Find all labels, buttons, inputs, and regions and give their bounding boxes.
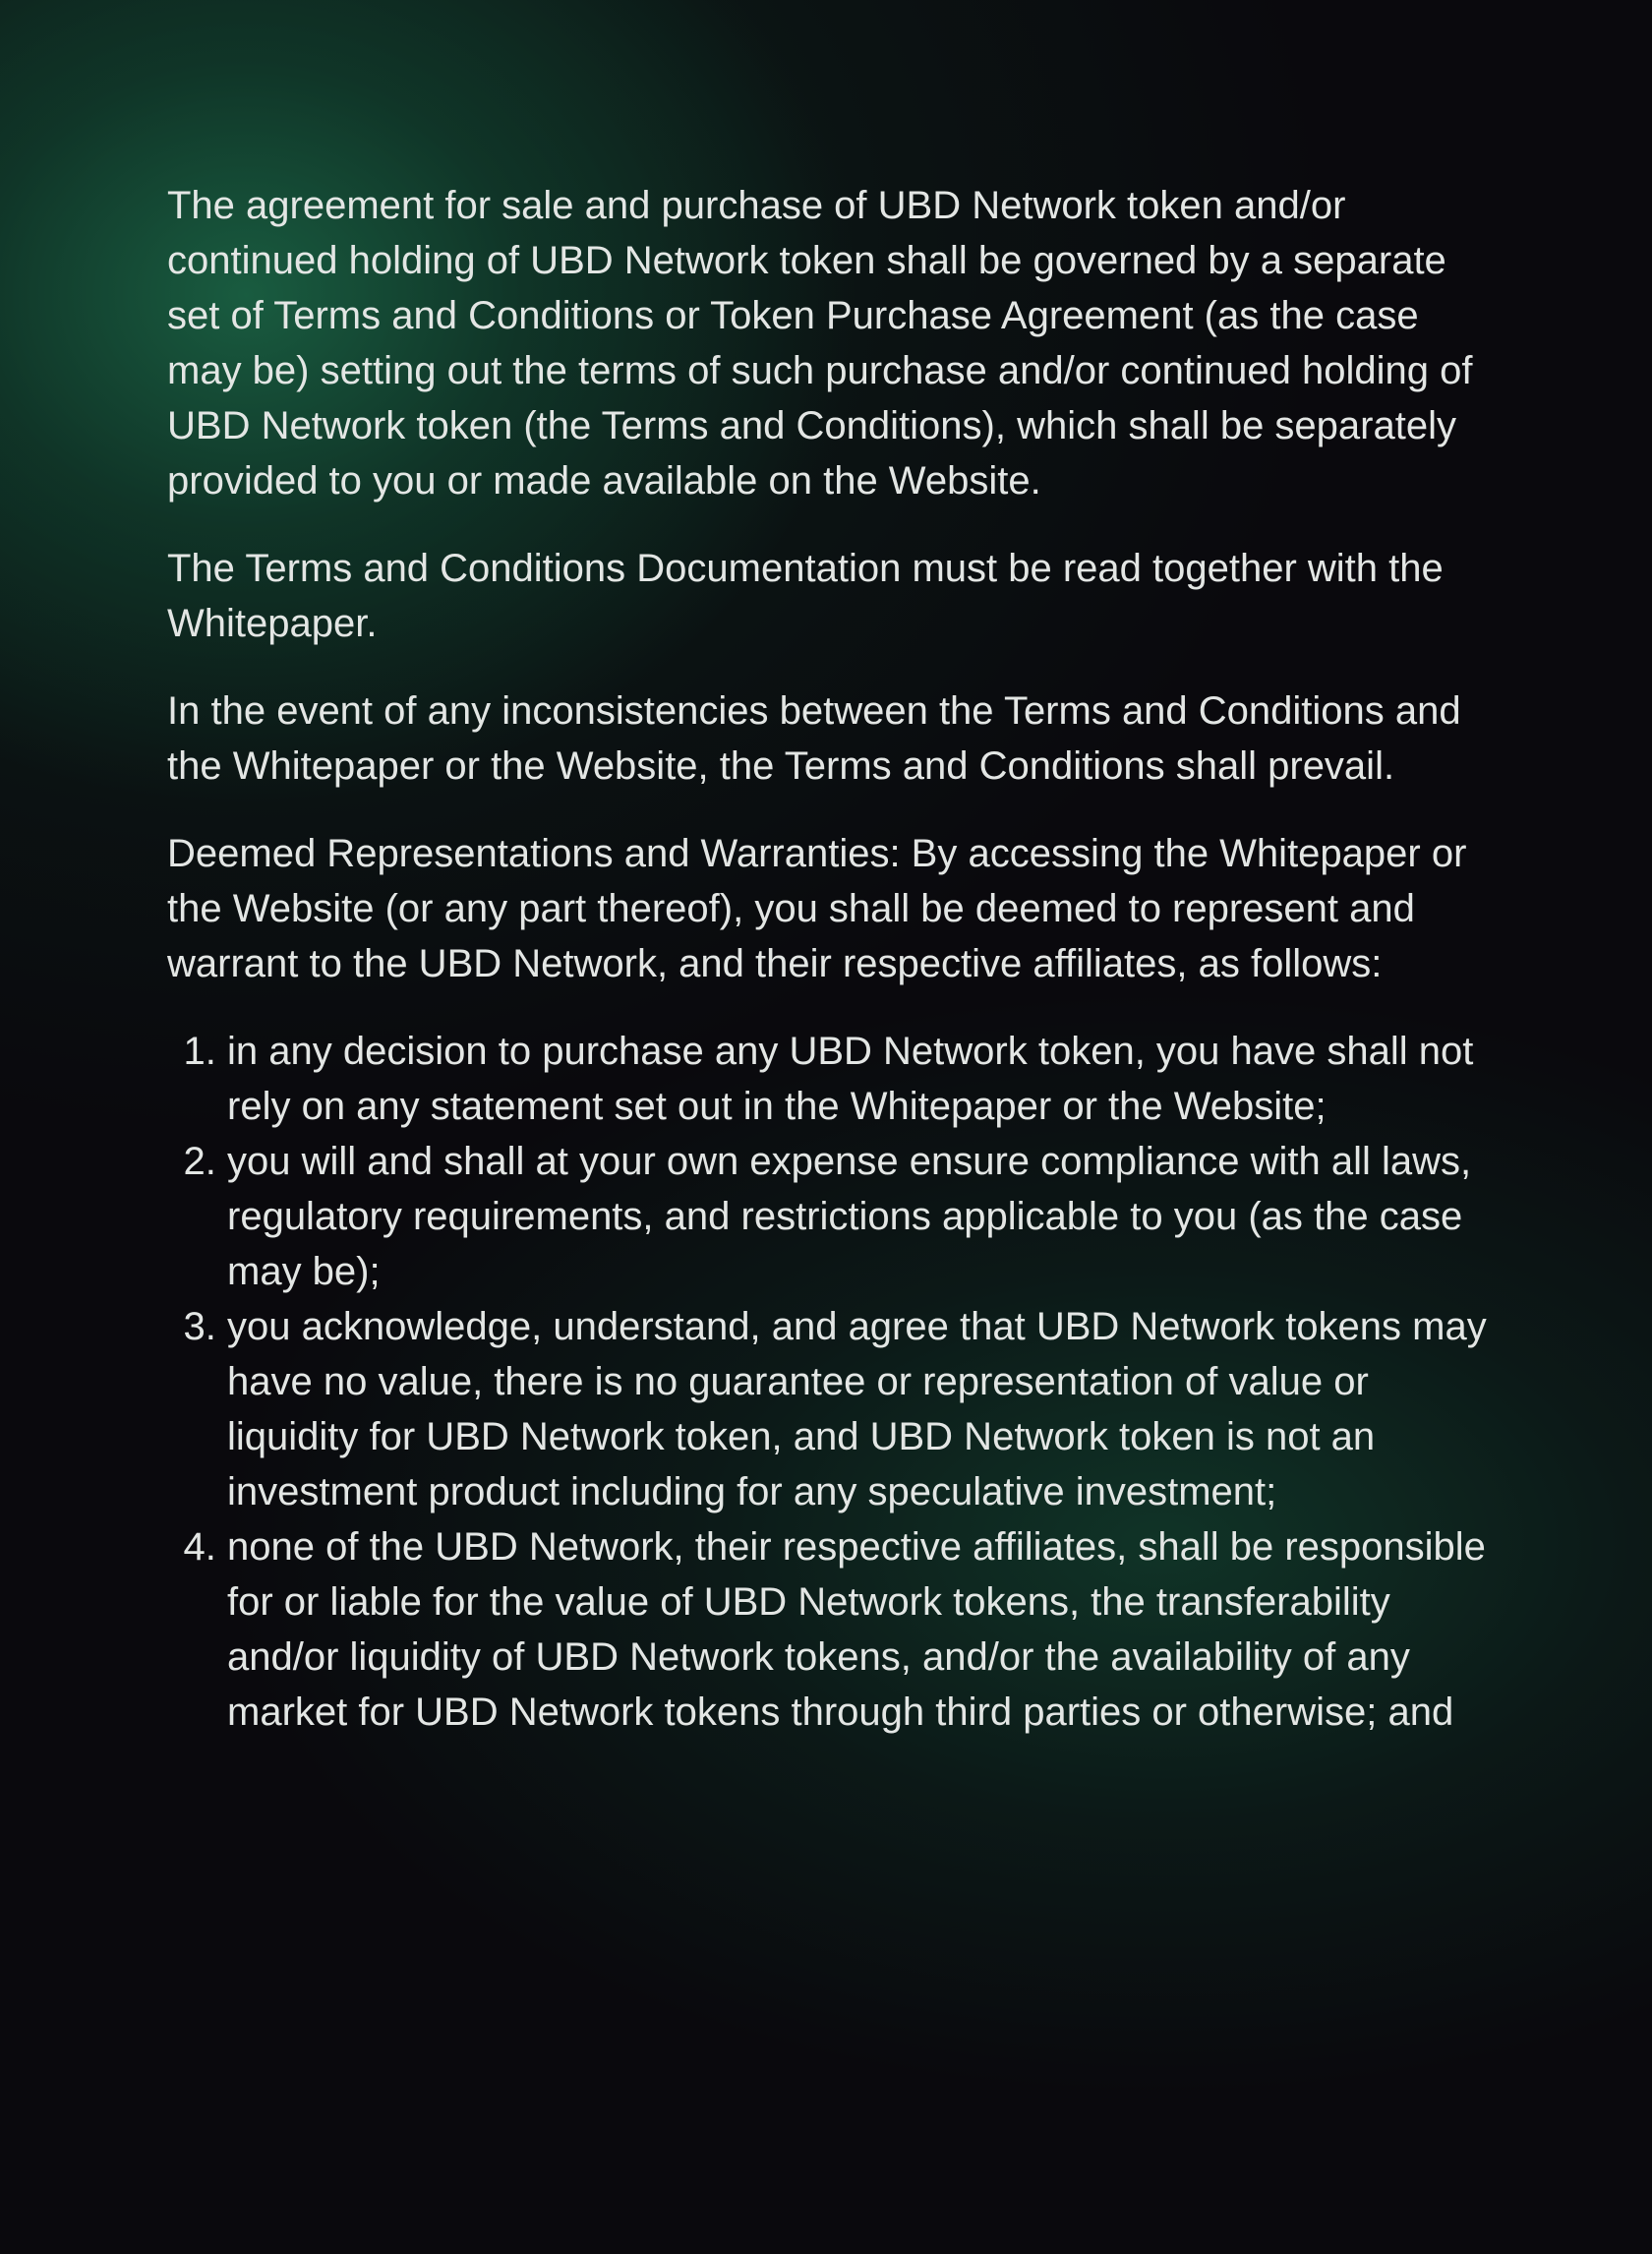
document-body (167, 178, 1495, 1740)
paragraph-inconsistencies: In the event of any inconsistencies between the Terms and Conditions and the Whitepaper or the Website, the Terms and Conditions shall prevail. (167, 689, 1461, 788)
list-item: 4. none of the UBD Network, their respective affiliates, shall be responsible for or liable for the value of UBD Network tokens, the transferability and/or liquidity of UBD Network tokens, and/or the availability of any market for UBD Network tokens through third parties or otherwise; and (227, 1519, 1495, 1740)
paragraph-deemed-representations: Deemed Representations and Warranties: By accessing the Whitepaper or the Website (or any part thereof), you shall be deemed to represent and warrant to the UBD Network, and their respective affiliates, as follows: (167, 832, 1467, 985)
list-item: 3. you acknowledge, understand, and agree that UBD Network tokens may have no value, there is no guarantee or representation of value or liquidity for UBD Network token, and UBD Network token is not an investment product including for any speculative investment; (227, 1299, 1495, 1519)
representations-list (167, 1024, 1495, 1740)
list-item: 2. you will and shall at your own expense ensure compliance with all laws, regulatory requirements, and restrictions applicable to you (as the case may be); (227, 1134, 1495, 1299)
paragraph-documentation: The Terms and Conditions Documentation must be read together with the Whitepaper. (167, 547, 1444, 645)
list-item: 1. in any decision to purchase any UBD Network token, you have shall not rely on any statement set out in the Whitepaper or the Website; (227, 1024, 1495, 1134)
paragraph-agreement: The agreement for sale and purchase of UBD Network token and/or continued holding of UBD Network token shall be governed by a separate set of Terms and Conditions or Token Purchase Agreement (as the case may be) setting out the terms of such purchase and/or continued holding of UBD Network token (the Terms and Conditions), which shall be separately provided to you or made available on the Website. (167, 184, 1473, 503)
